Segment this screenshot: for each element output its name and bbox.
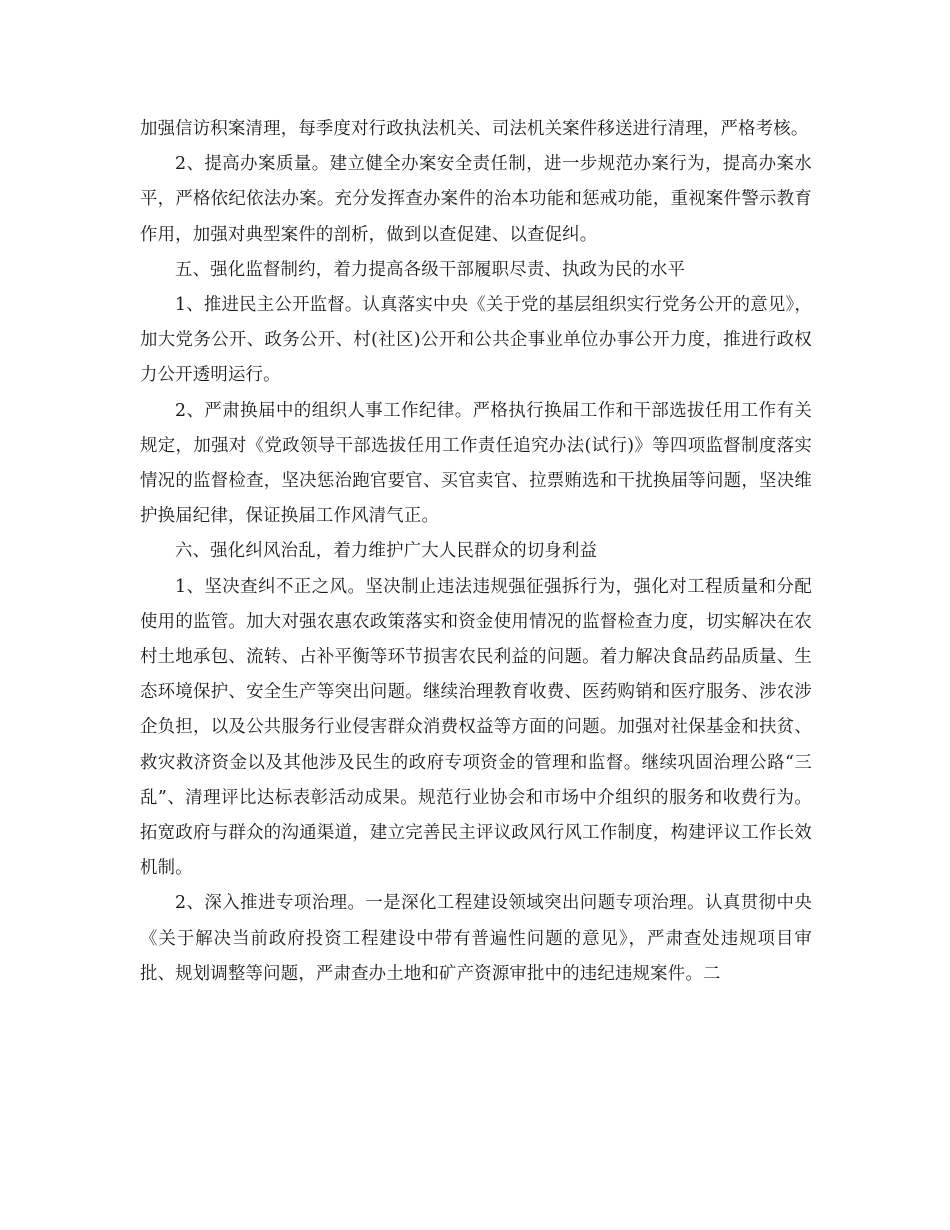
section-heading-five: 五、强化监督制约，着力提高各级干部履职尽责、执政为民的水平 xyxy=(175,259,686,280)
paragraph-public-supervision: 1、推进民主公开监督。认真落实中央《关于党的基层组织实行党务公开的意见》，加大党务公开、政务公开、村(社区)公开和公共企事业单位办事公开力度，推进行政权力公开透明运行。 xyxy=(140,295,812,386)
paragraph-correct-malpractice: 1、坚决查纠不正之风。坚决制止违法违规强征强拆行为，强化对工程质量和分配使用的监管。加大对强农惠农政策落实和资金使用情况的监督检查力度，切实解决在农村土地承包、流转、占补平衡等环节损害农民利益的问题。着力解决食品药品质量、生态环境保护、安全生产等突出问题。继续治理教育收费、医药购销和医疗服务、涉农涉企负担，以及公共服务行业侵害群众消费权益等方面的问题。加强对社保基金和扶贫、救灾救济资金以及其他涉及民生的政府专项资金的管理和监督。继续巩固治理公路“三乱”、清理评比达标表彰活动成果。规范行业协会和市场中介组织的服务和收费行为。拓宽政府与群众的沟通渠道，建立完善民主评议政风行风工作制度，构建评议工作长效机制。 xyxy=(140,576,812,879)
paragraph-election-discipline: 2、严肃换届中的组织人事工作纪律。严格执行换届工作和干部选拔任用工作有关规定，加强对《党政领导干部选拔任用工作责任追究办法(试行)》等四项监督制度落实情况的监督检查，坚决惩治跑官要官、买官卖官、拉票贿选和干扰换届等问题，坚决维护换届纪律，保证换届工作风清气正。 xyxy=(140,400,812,527)
section-heading-six: 六、强化纠风治乱，着力维护广大人民群众的切身利益 xyxy=(175,541,598,562)
paragraph-continuation: 加强信访积案清理，每季度对行政执法机关、司法机关案件移送进行清理，严格考核。 xyxy=(140,119,809,139)
paragraph-case-quality: 2、提高办案质量。建立健全办案安全责任制，进一步规范办案行为，提高办案水平，严格依纪依法办案。充分发挥查办案件的治本功能和惩戒功能，重视案件警示教育作用，加强对典型案件的剖析，做到以查促建、以查促纠。 xyxy=(140,154,812,245)
paragraph-special-governance: 2、深入推进专项治理。一是深化工程建设领域突出问题专项治理。认真贯彻中央《关于解决当前政府投资工程建设中带有普遍性问题的意见》，严肃查处违规项目审批、规划调整等问题，严肃查办土地和矿产资源审批中的违纪违规案件。二 xyxy=(140,893,812,984)
document-body xyxy=(140,112,812,992)
